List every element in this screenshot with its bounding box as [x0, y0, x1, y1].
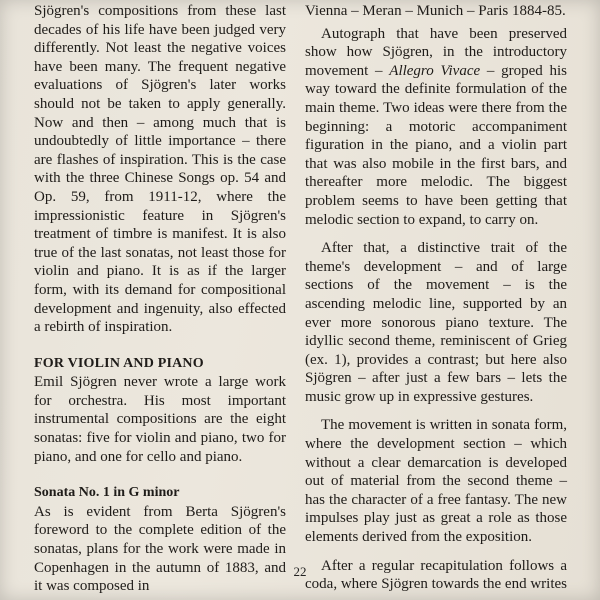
- sonata-subheading: Sonata No. 1 in G minor: [34, 485, 180, 501]
- section-paragraph: Emil Sjögren never wrote a large work for orchestra. His most important instrumental compositions are the eight sonatas: five for violin and piano, two for piano, and one for cello and piano.: [34, 374, 286, 465]
- tempo-marking: Allegro Vivace: [389, 62, 481, 79]
- page-number: 22: [293, 564, 307, 579]
- autograph-text-end: – groped his way toward the definite formulation of the main theme. Two ideas were there from the beginning: a motoric accompaniment figuration in the piano, and a violin part that was also mobile in the first bars, and thereafter more melodic. The biggest problem seems to have been getting that melodic section to expand, to carry on.: [305, 62, 567, 228]
- intro-paragraph: Sjögren's compositions from these last decades of his life have been judged very differently. Not least the negative voices have been many. The frequent negative evaluations of Sjögren's later works should not be taken to apply generally. Now and then – among much that is undoubtedly of little importance – there are flashes of inspiration. This is the case with the three Chinese Songs op. 54 and Op. 59, from 1911-12, where the impressionistic feature in Sjögren's treatment of timbre is manifest. It is also true of the last sonatas, not least those for violin and piano. It is as if the larger form, with its demand for compositional development and ingenuity, also effected a rebirth of inspiration.: [34, 3, 286, 336]
- right-text-column: [305, 2, 567, 594]
- sonata-form-paragraph: The movement is written in sonata form, where the development section – which without a clear demarcation is developed out of material from the second theme – has the character of a free fantasy. The new impulses play just as great a role as those elements derived from the exposition.: [305, 417, 567, 546]
- sonata-paragraph: As is evident from Berta Sjögren's foreword to the complete edition of the sonatas, plans for the work were made in Copenhagen in the autumn of 1883, and it was composed in: [34, 503, 286, 595]
- development-paragraph: After that, a distinctive trait of the theme's development – and of large sections of the movement – is the ascending melodic line, supported by an ever more sonorous piano texture. The idyllic second theme, reminiscent of Grieg (ex. 1), provides a contrast; but here also Sjögren – after just a few bars – lets the music grow up in expressive gestures.: [305, 240, 567, 405]
- autograph-paragraph: [305, 25, 567, 230]
- autograph-text-start: Autograph that have been preserved show how Sjögren, in the introductory movement –: [305, 25, 567, 79]
- section-heading: FOR VIOLIN AND PIANO: [34, 355, 204, 371]
- continuation-line: Vienna – Meran – Munich – Paris 1884-85.: [305, 3, 566, 19]
- left-text-column: [34, 2, 286, 596]
- coda-paragraph: After a regular recapitulation follows a coda, where Sjögren towards the end writes: [305, 557, 568, 593]
